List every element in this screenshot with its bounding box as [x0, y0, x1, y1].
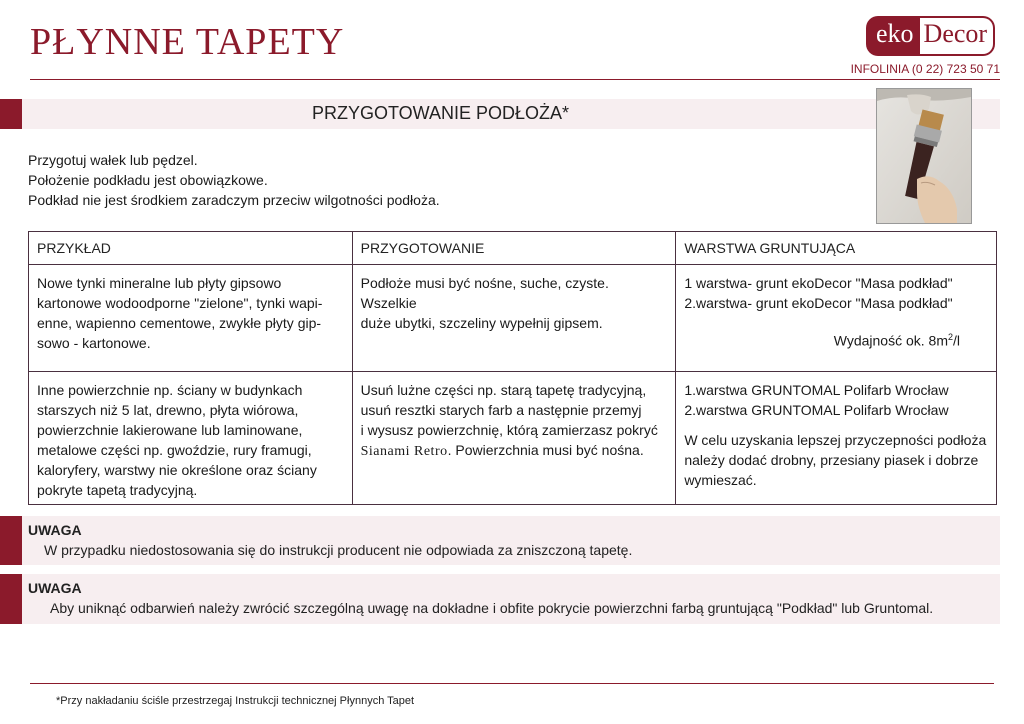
- cell-line: należy dodać drobny, przesiany piasek i dobrze: [684, 452, 979, 468]
- cell-line: 2.warstwa- grunt ekoDecor "Masa podkład": [684, 295, 953, 311]
- cell-line: metalowe części np. gwoździe, rury framugi,: [37, 442, 312, 458]
- yield-text: Wydajność ok. 8m: [833, 332, 948, 349]
- cell-line: sowo - kartonowe.: [37, 335, 151, 351]
- cell-line: i wysusz powierzchnię, którą zamierzasz pokryć: [360, 422, 658, 438]
- warning-text: Aby uniknąć odbarwień należy zwrócić szczególną uwagę na dokładne i obfite pokrycie powierzchni farbą gruntującą "Podkład" lub Gruntomal.: [50, 600, 934, 616]
- cell-preparation: [352, 372, 676, 505]
- section-header-band: [0, 99, 1000, 129]
- header-divider: [30, 79, 1000, 80]
- cell-example: [29, 372, 353, 505]
- intro-text: [28, 150, 440, 210]
- cell-line: [361, 440, 668, 462]
- yield-superscript: 2: [947, 332, 953, 342]
- cell-preparation: [352, 265, 676, 372]
- section-marker: [0, 99, 22, 129]
- coverage-yield: [684, 327, 988, 351]
- cell-line: Podłoże musi być nośne, suche, czyste. Wszelkie: [360, 275, 609, 311]
- table-row: [29, 372, 997, 505]
- cell-line: starszych niż 5 lat, drewno, płyta wiórowa,: [37, 402, 299, 418]
- cell-line: wymieszać.: [684, 472, 757, 488]
- footer-divider: [30, 683, 994, 684]
- warning-box: [0, 574, 1000, 624]
- cell-line: kartonowe wodoodporne "zielone", tynki wapi-: [37, 295, 323, 311]
- cell-line: pokryte tapetą tradycyjną.: [37, 482, 198, 498]
- yield-unit: /l: [953, 332, 960, 349]
- cell-line: duże ubytki, szczeliny wypełnij gipsem.: [360, 315, 603, 331]
- cell-line: Inne powierzchnie np. ściany w budynkach: [37, 382, 303, 398]
- cell-primer-layer: [676, 372, 997, 505]
- cell-line: Usuń lużne części np. starą tapetę tradycyjną,: [360, 382, 647, 398]
- cell-line: usuń resztki starych farb a następnie przemyj: [360, 402, 642, 418]
- warning-heading: UWAGA: [28, 522, 82, 538]
- logo-part-left: eko: [866, 16, 920, 56]
- cell-primer-layer: [676, 265, 997, 372]
- cell-example: [29, 265, 353, 372]
- brand-name: Sianami Retro: [360, 444, 448, 459]
- header-primer-layer: WARSTWA GRUNTUJĄCA: [676, 232, 997, 265]
- section-title: PRZYGOTOWANIE PODŁOŻA*: [312, 103, 570, 123]
- cell-line: enne, wapienno cementowe, zwykłe płyty gip-: [37, 315, 322, 331]
- intro-line: Podkład nie jest środkiem zaradczym przeciw wilgotności podłoża.: [28, 192, 440, 208]
- hotline-number: INFOLINIA (0 22) 723 50 71: [850, 62, 1000, 76]
- warning-marker: [0, 574, 22, 624]
- paint-brush-photo-icon: [876, 88, 972, 224]
- cell-line: 1 warstwa- grunt ekoDecor "Masa podkład": [684, 275, 953, 291]
- table-header-row: [29, 232, 997, 265]
- logo-part-right: Decor: [920, 16, 996, 56]
- header-example: PRZYKŁAD: [29, 232, 353, 265]
- cell-line: 1.warstwa GRUNTOMAL Polifarb Wrocław: [684, 382, 949, 398]
- cell-line: 2.warstwa GRUNTOMAL Polifarb Wrocław: [684, 402, 949, 418]
- ekodecor-logo: [866, 16, 998, 56]
- page-title: PŁYNNE TAPETY: [30, 21, 345, 63]
- cell-line: kaloryfery, warstwy nie określone oraz ściany: [37, 462, 317, 478]
- table-row: [29, 265, 997, 372]
- warning-box: [0, 516, 1000, 565]
- cell-line: Nowe tynki mineralne lub płyty gipsowo: [37, 275, 282, 291]
- prep-tail: . Powierzchnia musi być nośna.: [447, 442, 644, 458]
- warning-heading: UWAGA: [28, 580, 82, 596]
- warning-marker: [0, 516, 22, 565]
- intro-line: Przygotuj wałek lub pędzel.: [28, 152, 198, 168]
- preparation-table: [28, 231, 997, 505]
- warning-text: W przypadku niedostosowania się do instrukcji producent nie odpowiada za zniszczoną tapetę.: [44, 542, 633, 558]
- cell-line: powierzchnie lakierowane lub laminowane,: [37, 422, 303, 438]
- intro-line: Położenie podkładu jest obowiązkowe.: [28, 172, 268, 188]
- footnote: *Przy nakładaniu ściśle przestrzegaj Instrukcji technicznej Płynnych Tapet: [56, 695, 415, 707]
- header-preparation: PRZYGOTOWANIE: [352, 232, 676, 265]
- cell-line: W celu uzyskania lepszej przyczepności podłoża: [684, 432, 987, 448]
